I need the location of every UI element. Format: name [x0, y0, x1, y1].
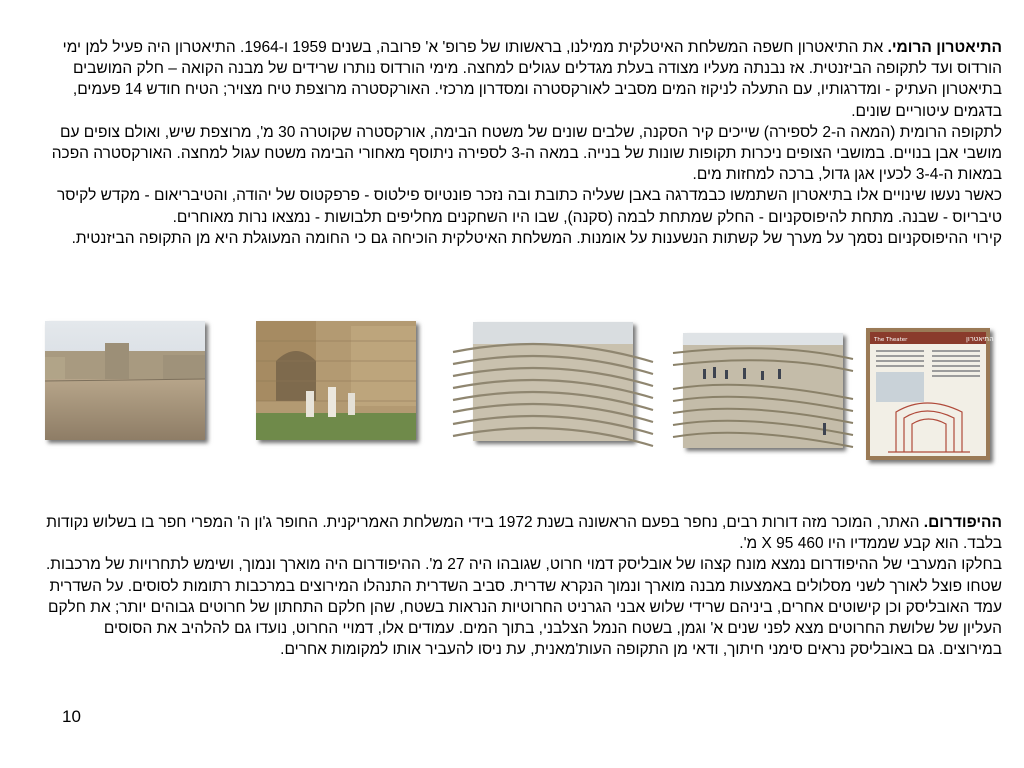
citadel-plaza-photo — [45, 321, 205, 440]
hippodrome-paragraph-1 — [40, 512, 1002, 554]
theater-paragraph-4: קירוי ההיפוסקניום נסמך על מערך של קשתות הנשענות על אומנות. המשלחת האיטלקית הוכיחה גם כי החומה המעוגלת היא מן התקופה הביזנטית. — [71, 229, 1002, 247]
hippodrome-title: ההיפודרום. — [923, 514, 1002, 531]
theater-visitors-photo — [683, 333, 843, 448]
theater-paragraph-1 — [40, 37, 1002, 122]
theater-info-sign-photo — [866, 328, 994, 460]
theater-paragraph-1-text: את התיאטרון חשפה המשלחת האיטלקית ממילנו, בראשותו של פרופ' א' פרובה, בשנים 1959 ו-1964. התיאטרון היה פעיל למן ימי הורדוס ועד לתקופה הביזנטית. אז נבנתה מעליו מצודה בעלת מגדלים עגולים למחצה. מימי הורדוס נותרו שרידים של מבנה הקואה – חלק המושבים בתיאטרון העתיק - ומדרגותיו, עם התעלה לניקוז המים מסביב לאורקסטרה ומסדרון מרכזי. האורקסטרה מרוצפת טיח מצויר; הטיח חודש 14 פעמים, בדגמים עיטוריים שונים. — [62, 39, 1002, 120]
hippodrome-paragraph-2: בחלקו המערבי של ההיפודרום נמצא מונח קצהו של אובליסק דמוי חרוט, שגובהו היה 27 מ'. ההיפודרום היה מוארך ונמוך, ושימש לתחרויות של מרכבות. שטחו פוצל לאורך לשני מסלולים באמצעות מבנה מוארך ונמוך הנקרא שדרית. סביב השדרית התנהלו המירוצים במרכבות רתומות לסוסים. על השדרית עמד האובליסק וכן קישוטים אחרים, ביניהם שרידי שלוש אבני הגרניט החרוטיות הנראות בשטח, שהן חלקם התחתון של חרוטים גבוהים יותר; את חלקם העליון של שלושת החרוטים מצא לפני שנים א' וגמן, בשטח הנמל הצלבני, בתוך המים. עמודים אלו, דמויי החרוט, נועדו גם להלהיב את הסוסים במירוצים. גם באובליסק נראים סימני חיתוך, ודאי מן התקופה העות'מאנית, עת ניסו להעביר אותו למקומות אחרים. — [45, 556, 1002, 659]
theater-title: התיאטרון הרומי. — [887, 39, 1002, 56]
theater-paragraph-3: כאשר נעשו שינויים אלו בתיאטרון השתמשו כבמדרגה באבן שעליה כתובת ובה נזכר פונטיוס פילטוס - פרפקטוס של יהודה, והטיבריאום - מקדש לקיסר טיבריוס - שבנה. מתחת להיפוסקניום - החלק שמתחת לבמה (סקנה), שבו היו השחקנים מחליפים תלבושות - נמצאו נרות מאוחרים. — [56, 187, 1002, 226]
sign-title-en: The Theater — [874, 337, 908, 343]
theater-seats-photo — [473, 322, 633, 441]
theater-paragraph-2: לתקופה הרומית (המאה ה-2 לספירה) שייכים קיר הסקנה, שלבים שונים של משטח הבימה, אורקסטרה שקוטרה 30 מ', מרוצפת שיש, ואולם צופים עם מושבי אבן בנויים. במושבי הצופים ניכרות תקופות שונות של בנייה. במאה ה-3 לספירה ניתוסף מאחורי הבימה משטח עגול למחצה. האורקסטרה הפכה במאות ה-3-4 לכעין אגן גדול, ברכה למחזות מים. — [51, 123, 1002, 184]
page-number: 10 — [62, 707, 81, 726]
theater-section — [40, 37, 1002, 249]
sign-title-he: התיאטרון — [966, 335, 994, 343]
hippodrome-section — [40, 512, 1002, 660]
stone-wall-statues-photo — [256, 321, 416, 440]
hippodrome-paragraph-1-text: האתר, המוכר מזה דורות רבים, נחפר בפעם הראשונה בשנת 1972 בידי המשלחת האמריקנית. החופר ג'ון ה' המפרי חפר בו בשלוש נקודות בלבד. הוא קבע שממדיו היו 460 X 95 מ'. — [46, 514, 1002, 553]
